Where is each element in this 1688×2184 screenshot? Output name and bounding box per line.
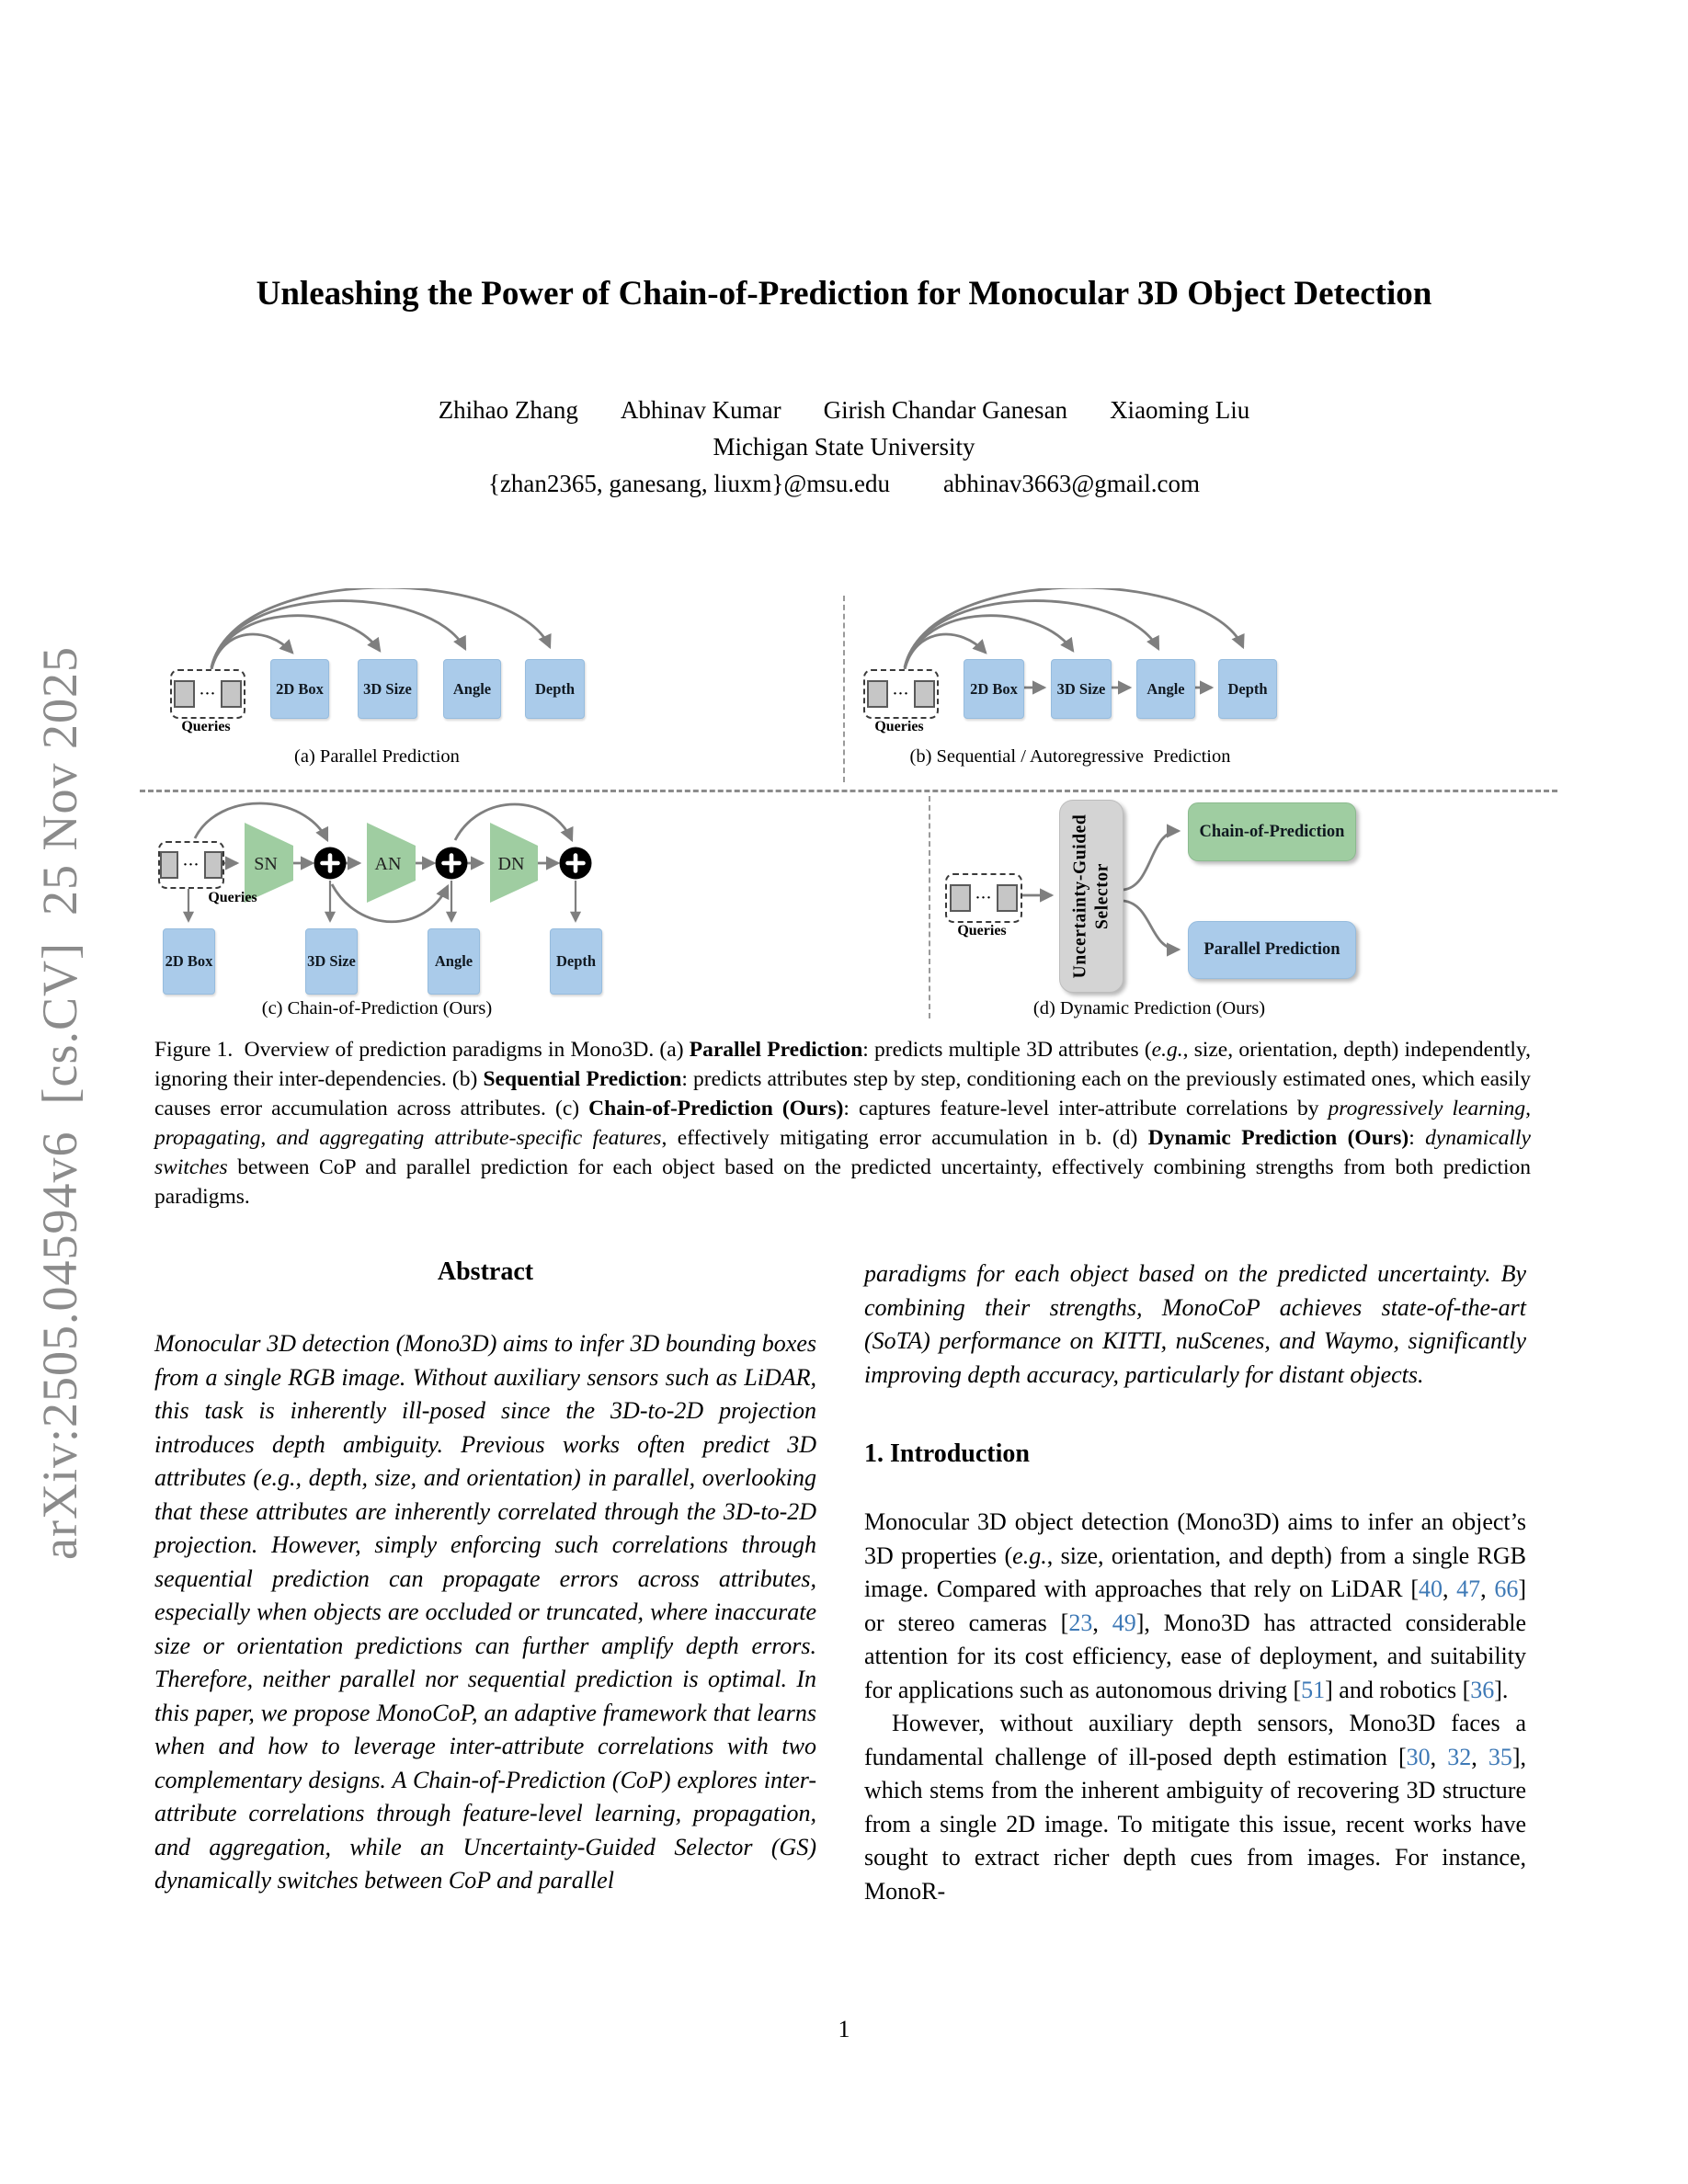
branch-chain-of-prediction: Chain-of-Prediction bbox=[1188, 802, 1356, 861]
query-token bbox=[221, 680, 242, 708]
text-segment: ], Mono3D has attracted considerable attention for its cost efficiency, ease of deployment, and suitability for applications such as autonomous driving [ bbox=[864, 1609, 1526, 1703]
text-segment: , bbox=[1471, 1743, 1488, 1770]
queries-box bbox=[158, 841, 224, 889]
arrow-queries-to-depth bbox=[211, 588, 550, 667]
citation-link[interactable]: 49 bbox=[1112, 1609, 1136, 1636]
text-segment: : captures feature-level inter-attribute correlations by bbox=[843, 1097, 1329, 1120]
panel-d-caption: (d) Dynamic Prediction (Ours) bbox=[1032, 998, 1266, 1018]
right-column bbox=[864, 1257, 1526, 1908]
text-segment: Dynamic Prediction (Ours) bbox=[1147, 1126, 1409, 1150]
emails-line bbox=[0, 470, 1688, 498]
text-segment: , bbox=[1430, 1743, 1448, 1770]
query-token bbox=[204, 851, 222, 879]
divider-horizontal bbox=[140, 790, 1557, 792]
figure-1 bbox=[138, 588, 1563, 1020]
arrow-selector-to-parallel bbox=[1123, 901, 1179, 950]
text-segment: : bbox=[1409, 1126, 1426, 1150]
citation-link[interactable]: 51 bbox=[1301, 1676, 1326, 1703]
citation-link[interactable]: 66 bbox=[1494, 1575, 1519, 1602]
query-token bbox=[160, 851, 178, 879]
attr-box-depth: Depth bbox=[1218, 659, 1277, 719]
body-columns bbox=[154, 1257, 1526, 1908]
text-segment: between CoP and parallel prediction for each object based on the predicted uncertainty, effectively combining strengths from both prediction paradigms. bbox=[154, 1155, 1531, 1209]
text-segment: Monocular 3D object detection (Mono3D) aims to infer an object’s 3D properties ( bbox=[864, 1508, 1526, 1569]
citation-link[interactable]: 35 bbox=[1488, 1743, 1512, 1770]
queries-box bbox=[945, 873, 1022, 923]
panel-a-caption: (a) Parallel Prediction bbox=[294, 746, 460, 767]
introduction-paragraph-1 bbox=[864, 1506, 1526, 1707]
attr-box-2d-box: 2D Box bbox=[163, 928, 215, 995]
panel-b-caption: (b) Sequential / Autoregressive Prediction bbox=[909, 746, 1231, 767]
text-segment: Sequential Prediction bbox=[483, 1067, 682, 1091]
text-segment: ] or stereo cameras [ bbox=[864, 1575, 1527, 1636]
citation-link[interactable]: 36 bbox=[1470, 1676, 1495, 1703]
queries-label: Queries bbox=[208, 890, 257, 905]
arrow-queries-to-depth bbox=[905, 588, 1243, 667]
text-segment: , size, orientation, and depth) from a single RGB image. Compared with approaches that rely on LiDAR [ bbox=[864, 1541, 1526, 1602]
citation-link[interactable]: 40 bbox=[1418, 1575, 1443, 1602]
arxiv-watermark-text: arXiv:2505.04594v6 [cs.CV] 25 Nov 2025 bbox=[32, 646, 88, 1560]
attr-box-2d-box: 2D Box bbox=[270, 659, 329, 719]
arrow-selector-to-cop bbox=[1123, 831, 1179, 890]
selector-label-line1: Uncertainty-Guided bbox=[1070, 813, 1089, 979]
arxiv-watermark bbox=[6, 515, 114, 1691]
selector-label-line2: Selector bbox=[1092, 863, 1112, 929]
attr-box-3d-size: 3D Size bbox=[1051, 659, 1112, 719]
divider-vertical-top bbox=[843, 596, 845, 782]
text-segment: progressively learning, propagating, and aggregating attribute-specific features bbox=[154, 1097, 1531, 1150]
text-segment: , bbox=[1442, 1575, 1457, 1602]
queries-label: Queries bbox=[181, 719, 231, 734]
page-number: 1 bbox=[838, 2016, 850, 2042]
email-group: {zhan2365, ganesang, liuxm}@msu.edu bbox=[487, 470, 890, 497]
introduction-heading: 1. Introduction bbox=[864, 1439, 1030, 1468]
attr-box-2d-box: 2D Box bbox=[964, 659, 1024, 719]
ellipsis: ··· bbox=[892, 686, 909, 701]
attr-box-angle: Angle bbox=[1136, 659, 1195, 719]
attr-box-3d-size: 3D Size bbox=[358, 659, 417, 719]
authors-line bbox=[0, 396, 1688, 425]
author-name: Zhihao Zhang bbox=[438, 396, 578, 424]
query-token bbox=[914, 680, 935, 708]
branch-parallel-prediction: Parallel Prediction bbox=[1188, 921, 1356, 979]
attr-box-angle: Angle bbox=[443, 659, 501, 719]
affiliation: Michigan State University bbox=[713, 433, 975, 461]
queries-label: Queries bbox=[874, 719, 924, 734]
author-name: Abhinav Kumar bbox=[620, 396, 781, 424]
queries-box bbox=[170, 669, 245, 719]
citation-link[interactable]: 32 bbox=[1447, 1743, 1472, 1770]
panel-c-caption: (c) Chain-of-Prediction (Ours) bbox=[261, 998, 493, 1018]
text-segment: Parallel Prediction bbox=[689, 1038, 863, 1062]
query-token bbox=[867, 680, 888, 708]
abstract-paragraph-continued: paradigms for each object based on the predicted uncertainty. By combining their strengths, MonoCoP achieves state-of-the-art (SoTA) performance on KITTI, nuScenes, and Waymo, significantly improving depth accuracy, particularly for distant objects. bbox=[864, 1260, 1526, 1388]
query-token bbox=[950, 884, 971, 912]
text-segment: ], which stems from the inherent ambiguity of recovering 3D structure from a single 2D image. To mitigate this issue, recent works have sought to extract richer depth cues from images. For instance, MonoR- bbox=[864, 1743, 1526, 1905]
text-segment: dynamically switches bbox=[154, 1126, 1531, 1179]
queries-label: Queries bbox=[957, 923, 1007, 938]
paper-title: Unleashing the Power of Chain-of-Prediction for Monocular 3D Object Detection bbox=[256, 275, 1432, 313]
attr-box-depth: Depth bbox=[525, 659, 585, 719]
ellipsis: ··· bbox=[199, 686, 216, 701]
text-segment: , size, orientation, depth) independently, ignoring their inter-dependencies. (b) bbox=[154, 1038, 1531, 1091]
ellipsis: ··· bbox=[182, 857, 200, 872]
citation-link[interactable]: 30 bbox=[1406, 1743, 1431, 1770]
uncertainty-guided-selector bbox=[1059, 800, 1123, 993]
email-address: abhinav3663@gmail.com bbox=[942, 470, 1201, 497]
module-dn-label: DN bbox=[497, 854, 525, 874]
module-sn-label: SN bbox=[254, 854, 278, 874]
text-segment: : predicts attributes step by step, conditioning each on the previously estimated ones, which easily causes error accumulation across attributes. (c) bbox=[154, 1067, 1531, 1120]
text-segment: e.g. bbox=[1151, 1038, 1183, 1062]
citation-link[interactable]: 23 bbox=[1068, 1609, 1093, 1636]
module-an-label: AN bbox=[374, 854, 402, 874]
text-segment: , bbox=[1092, 1609, 1112, 1636]
text-segment: , bbox=[1480, 1575, 1495, 1602]
query-token bbox=[997, 884, 1018, 912]
text-segment: e.g. bbox=[1012, 1541, 1047, 1569]
ellipsis: ··· bbox=[975, 890, 992, 905]
selector-label bbox=[1069, 814, 1113, 979]
text-segment: Figure 1. Overview of prediction paradigms in Mono3D. (a) bbox=[154, 1038, 690, 1062]
author-name: Girish Chandar Ganesan bbox=[823, 396, 1068, 424]
author-name: Xiaoming Liu bbox=[1110, 396, 1250, 424]
text-segment: However, without auxiliary depth sensors, Mono3D faces a fundamental challenge of ill-posed depth estimation [ bbox=[864, 1710, 1526, 1770]
introduction-paragraph-2 bbox=[864, 1707, 1526, 1908]
left-column bbox=[154, 1257, 816, 1908]
text-segment: Chain-of-Prediction (Ours) bbox=[588, 1097, 844, 1120]
citation-link[interactable]: 47 bbox=[1456, 1575, 1481, 1602]
text-segment: , effectively mitigating error accumulation in b. (d) bbox=[661, 1126, 1148, 1150]
text-segment: ]. bbox=[1494, 1676, 1509, 1703]
abstract-paragraph: Monocular 3D detection (Mono3D) aims to infer 3D bounding boxes from a single RGB image. Without auxiliary sensors such as LiDAR, this task is inherently ill-posed since the 3D-to-2D projection introduces depth ambiguity. Previous works often predict 3D attributes (e.g., depth, size, and orientation) in parallel, overlooking that these attributes are inherently correlated through the 3D-to-2D projection. However, simply enforcing such correlations through sequential prediction can propagate errors across attributes, especially when objects are occluded or truncated, where inaccurate size or orientation predictions can further amplify depth errors. Therefore, neither parallel nor sequential prediction is optimal. In this paper, we propose MonoCoP, an adaptive framework that learns when and how to leverage inter-attribute correlations with two complementary designs. A Chain-of-Prediction (CoP) explores inter-attribute correlations through feature-level learning, propagation, and aggregation, while an Uncertainty-Guided Selector (GS) dynamically switches between CoP and parallel bbox=[154, 1330, 816, 1894]
queries-box bbox=[863, 669, 939, 719]
figure-1-caption bbox=[154, 1035, 1531, 1211]
text-segment: ] and robotics [ bbox=[1325, 1676, 1471, 1703]
attr-box-3d-size: 3D Size bbox=[305, 928, 358, 995]
attr-box-angle: Angle bbox=[428, 928, 480, 995]
divider-vertical-bottom bbox=[929, 796, 930, 1018]
query-token bbox=[174, 680, 195, 708]
abstract-heading: Abstract bbox=[437, 1257, 534, 1286]
text-segment: : predicts multiple 3D attributes ( bbox=[862, 1038, 1152, 1062]
attr-box-depth: Depth bbox=[550, 928, 602, 995]
